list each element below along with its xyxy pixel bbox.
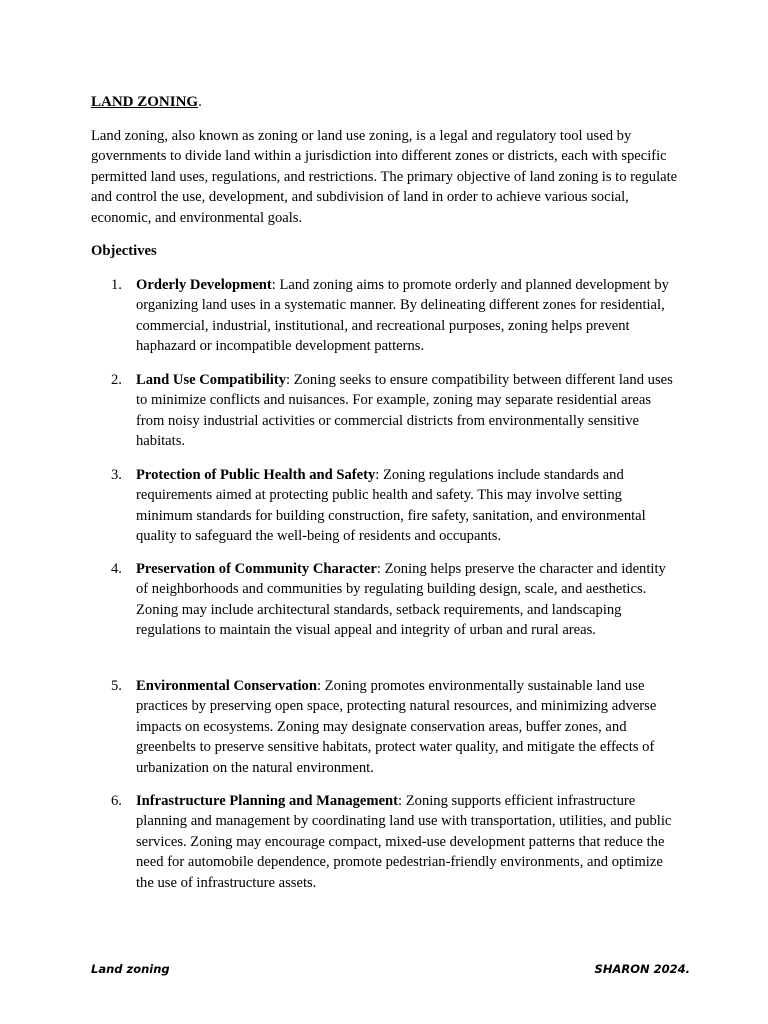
list-item xyxy=(111,275,681,357)
item-number: 1. xyxy=(111,277,122,293)
item-term: Land Use Compatibility xyxy=(136,372,287,388)
item-number: 6. xyxy=(111,793,122,809)
list-item xyxy=(111,559,681,641)
item-number: 5. xyxy=(111,678,122,694)
item-text: : Zoning seeks to ensure compatibility between different land uses to minimize conflicts and nuisances. For example, zoning may separate residential areas from noisy industrial activities or commercial districts from environmentally sensitive habitats. xyxy=(136,372,673,450)
item-number: 3. xyxy=(111,467,122,483)
list-item xyxy=(111,791,681,893)
item-text: : Land zoning aims to promote orderly and planned development by organizing land uses in a systematic manner. By delineating different zones for residential, commercial, industrial, institutional, and recreational purposes, zoning helps prevent haphazard or incompatible development patterns. xyxy=(136,277,669,355)
item-term: Protection of Public Health and Safety xyxy=(136,467,376,483)
item-term: Environmental Conservation xyxy=(136,678,317,694)
item-term: Preservation of Community Character xyxy=(136,561,377,577)
footer-left-text: Land zoning xyxy=(91,962,170,976)
list-item xyxy=(111,676,681,778)
item-text: : Zoning promotes environmentally sustainable land use practices by preserving open space, protecting natural resources, and minimizing adverse impacts on ecosystems. Zoning may designate conservation areas, buffer zones, and greenbelts to preserve sensitive habitats, protect water quality, and mitigate the effects of urbanization on the natural environment. xyxy=(136,678,657,776)
item-text: : Zoning regulations include standards and requirements aimed at protecting public health and safety. This may involve setting minimum standards for building construction, fire safety, sanitation, and environmental quality to safeguard the well-being of residents and occupants. xyxy=(136,467,646,545)
objectives-heading: Objectives xyxy=(91,243,157,259)
intro-paragraph: Land zoning, also known as zoning or land use zoning, is a legal and regulatory tool used by governments to divide land within a jurisdiction into different zones or districts, each with specific permitted land uses, regulations, and restrictions. The primary objective of land zoning is to regulate and control the use, development, and subdivision of land in order to achieve various social, economic, and environmental goals. xyxy=(91,128,678,226)
item-number: 4. xyxy=(111,561,122,577)
footer-right-text: SHARON 2024. xyxy=(594,962,690,976)
title-period: . xyxy=(198,94,202,110)
list-item xyxy=(111,370,681,452)
item-number: 2. xyxy=(111,372,122,388)
item-term: Orderly Development xyxy=(136,277,272,293)
item-text: : Zoning supports efficient infrastructure planning and management by coordinating land use with transportation, utilities, and public services. Zoning may encourage compact, mixed-use development patterns that reduce the need for automobile dependence, promote pedestrian-friendly environments, and optimize the use of infrastructure assets. xyxy=(136,793,672,891)
item-text: : Zoning helps preserve the character and identity of neighborhoods and communities by regulating building design, scale, and aesthetics. Zoning may include architectural standards, setback requirements, and landscaping regulations to maintain the visual appeal and integrity of urban and rural areas. xyxy=(136,561,666,639)
list-item xyxy=(111,465,681,547)
title-text: LAND ZONING xyxy=(91,94,199,110)
item-term: Infrastructure Planning and Management xyxy=(136,793,399,809)
document-title xyxy=(91,92,202,112)
